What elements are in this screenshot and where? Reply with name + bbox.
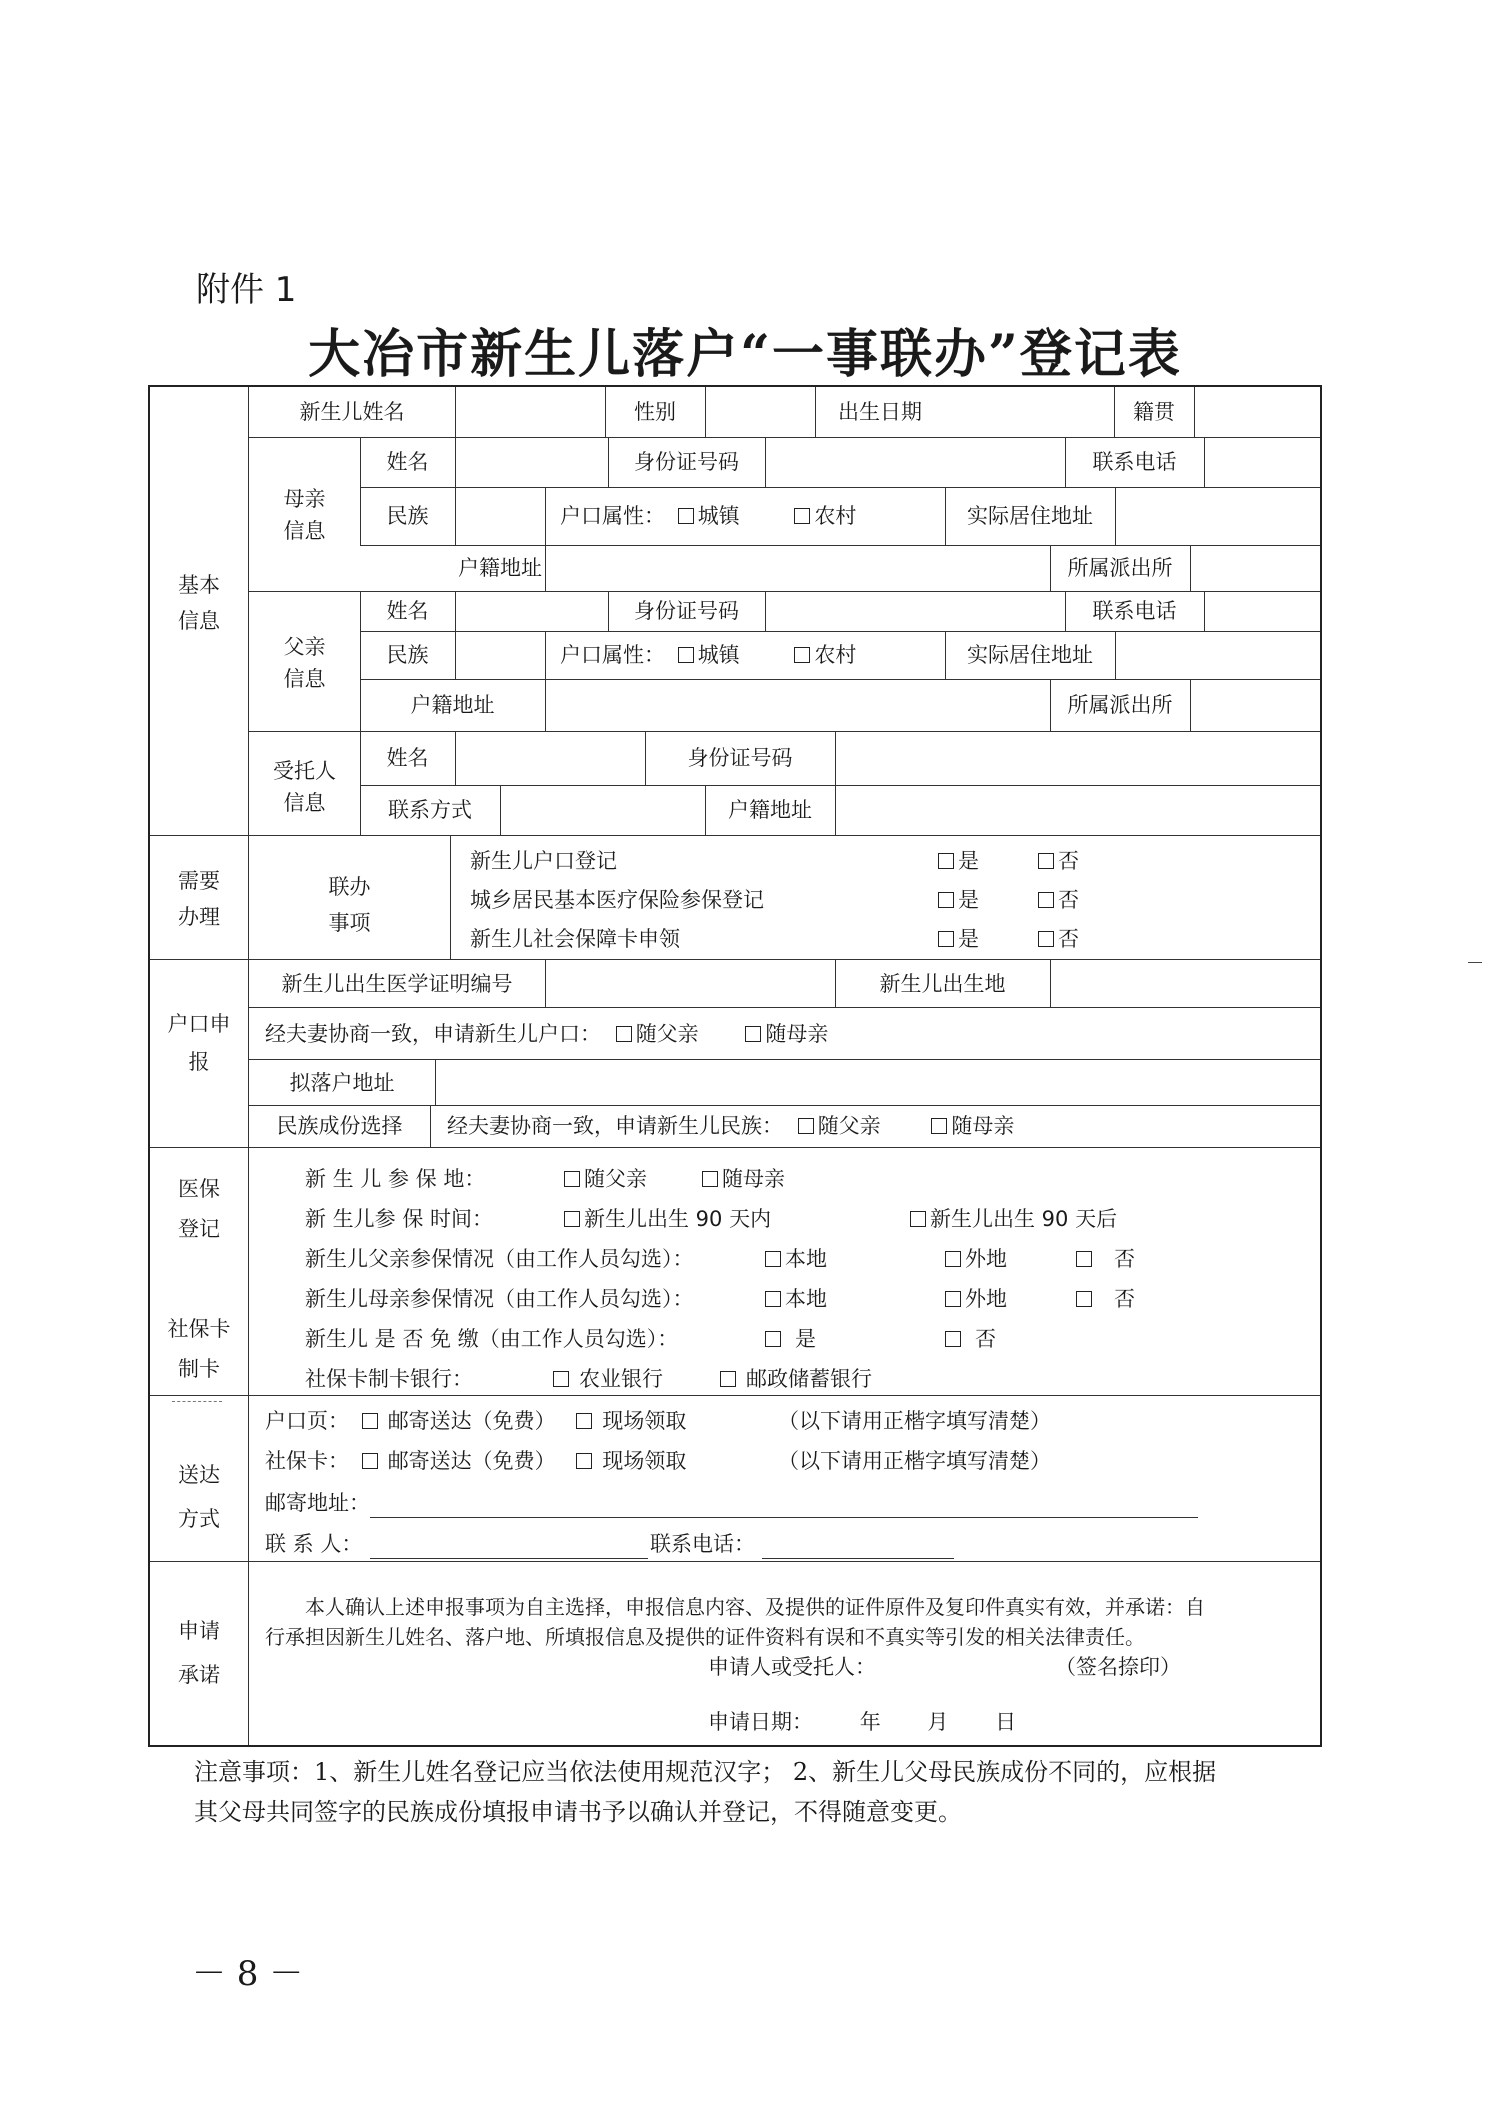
notes-line-1: 注意事项：1、新生儿姓名登记应当依法使用规范汉字； 2、新生儿父母民族成份不同的，应根据 — [194, 1758, 1217, 1786]
mother-rural-label: 农村 — [814, 504, 857, 528]
agent-name-label: 姓名 — [386, 746, 429, 770]
sscard-mail-checkbox[interactable] — [362, 1453, 378, 1469]
delivery-hukou-page — [265, 1411, 686, 1432]
father-residence-label: 实际居住地址 — [967, 643, 1093, 667]
mother-hukou-attr — [560, 506, 856, 527]
mother-urban-checkbox[interactable] — [678, 508, 694, 524]
mother-urban-label: 城镇 — [697, 504, 740, 528]
newborn-name-label: 新生儿姓名 — [299, 400, 405, 424]
father-ethnic-label: 民族 — [386, 643, 429, 667]
mail-label: 邮寄送达（免费） — [387, 1409, 556, 1433]
bank-label: 社保卡制卡银行： — [305, 1367, 473, 1391]
mother-local-checkbox[interactable] — [765, 1291, 781, 1307]
father-none — [1076, 1249, 1135, 1270]
section-sscard: 社保卡 制卡 — [167, 1317, 231, 1381]
form-title: 大冶市新生儿落户“一事联办”登记表 — [308, 324, 1182, 385]
joint-no-2-checkbox[interactable] — [1038, 892, 1054, 908]
joint-yes-2 — [938, 890, 979, 911]
onsite-label: 现场领取 — [602, 1409, 687, 1433]
within-90-label: 新生儿出生 90 天内 — [584, 1207, 772, 1231]
year-label: 年 — [859, 1710, 881, 1734]
joint-yes-1-checkbox[interactable] — [938, 853, 954, 869]
medical-follow-father — [564, 1169, 647, 1190]
joint-no-2 — [1038, 890, 1079, 911]
follow-father-label: 随父亲 — [817, 1114, 881, 1138]
onsite-label: 现场领取 — [602, 1449, 687, 1473]
medical-follow-mother-checkbox[interactable] — [702, 1171, 718, 1187]
father-nonlocal-checkbox[interactable] — [945, 1251, 961, 1267]
signer-label: 申请人或受托人： — [708, 1655, 876, 1679]
joint-item-medical: 城乡居民基本医疗保险参保登记 — [470, 888, 764, 912]
hukou-follow-choice — [265, 1024, 828, 1045]
father-id-label: 身份证号码 — [634, 599, 739, 623]
hukou-page-mail-checkbox[interactable] — [362, 1413, 378, 1429]
section-delivery: 送达 方式 — [178, 1463, 220, 1531]
father-rural-label: 农村 — [814, 643, 857, 667]
follow-father-label: 随父亲 — [635, 1022, 699, 1046]
yes-label: 是 — [795, 1327, 816, 1351]
father-hukou-attr — [560, 645, 856, 666]
joint-yes-2-checkbox[interactable] — [938, 892, 954, 908]
father-police-label: 所属派出所 — [1067, 693, 1173, 717]
psbc-label: 邮政储蓄银行 — [746, 1367, 872, 1391]
mother-info-label: 母亲 信息 — [283, 487, 326, 543]
pledge-line-1: 本人确认上述申报事项为自主选择，申报信息内容、及提供的证件原件及复印件真实有效，并承诺：自 — [305, 1595, 1205, 1619]
father-rural-checkbox[interactable] — [794, 647, 810, 663]
ethnic-follow-mother-checkbox[interactable] — [931, 1118, 947, 1134]
father-urban-label: 城镇 — [697, 643, 740, 667]
agent-info-label: 受托人 信息 — [273, 759, 336, 815]
abc-label: 农业银行 — [579, 1367, 663, 1391]
mother-nonlocal-checkbox[interactable] — [945, 1291, 961, 1307]
delivery-hint-2: （以下请用正楷字填写清楚） — [778, 1449, 1051, 1473]
bank-abc-checkbox[interactable] — [553, 1371, 569, 1387]
father-none-checkbox[interactable] — [1076, 1251, 1092, 1267]
mother-id-label: 身份证号码 — [634, 450, 739, 474]
delivery-phone-label: 联系电话： — [650, 1532, 755, 1556]
joint-no-1 — [1038, 851, 1079, 872]
apply-date-label: 申请日期： — [708, 1710, 813, 1734]
joint-no-3-checkbox[interactable] — [1038, 931, 1054, 947]
delivery-hint-1: （以下请用正楷字填写清楚） — [778, 1409, 1051, 1433]
bank-abc — [553, 1369, 663, 1390]
mother-residence-label: 实际居住地址 — [967, 504, 1093, 528]
notes-line-2: 其父母共同签字的民族成份填报申请书予以确认并登记，不得随意变更。 — [194, 1798, 962, 1826]
apply-date — [708, 1712, 1016, 1733]
bank-psbc — [720, 1369, 872, 1390]
joint-item-sscard: 新生儿社会保障卡申领 — [470, 927, 680, 951]
mother-name-label: 姓名 — [386, 450, 429, 474]
ethnic-agree-text: 经夫妻协商一致，申请新生儿民族： — [447, 1114, 783, 1138]
mother-hukou-attr-label: 户口属性： — [560, 504, 665, 528]
mother-police-label: 所属派出所 — [1067, 556, 1173, 580]
month-label: 月 — [927, 1710, 949, 1734]
attachment-label: 附件 1 — [196, 270, 297, 310]
ethnic-follow-choice — [447, 1116, 1014, 1137]
follow-mother-label: 随母亲 — [722, 1167, 785, 1191]
mother-none-checkbox[interactable] — [1076, 1291, 1092, 1307]
medical-within-90 — [564, 1209, 771, 1230]
nonlocal-label: 外地 — [965, 1287, 1007, 1311]
contact-line[interactable] — [370, 1558, 648, 1559]
joint-items-label: 联办 事项 — [328, 875, 371, 935]
joint-item-hukou: 新生儿户口登记 — [470, 849, 617, 873]
joint-no-1-checkbox[interactable] — [1038, 853, 1054, 869]
no-label: 否 — [975, 1327, 996, 1351]
phone-line[interactable] — [762, 1558, 954, 1559]
father-reg-addr-label: 户籍地址 — [410, 693, 495, 717]
joint-no-3 — [1038, 929, 1079, 950]
birthplace-label: 新生儿出生地 — [879, 972, 1006, 996]
mail-addr-label: 邮寄地址： — [265, 1491, 370, 1515]
medical-follow-mother — [702, 1169, 785, 1190]
father-name-label: 姓名 — [386, 599, 429, 623]
section-basic-info: 基本 信息 — [178, 573, 220, 633]
hukou-page-onsite-checkbox[interactable] — [576, 1413, 592, 1429]
medical-after-90 — [910, 1209, 1117, 1230]
father-local — [765, 1249, 827, 1270]
exempt-no — [945, 1329, 996, 1350]
mother-insured-label: 新生儿母亲参保情况（由工作人员勾选）： — [305, 1287, 694, 1311]
newborn-birthdate-label: 出生日期 — [838, 400, 922, 424]
planned-addr-label: 拟落户地址 — [289, 1071, 395, 1095]
follow-mother-label: 随母亲 — [951, 1114, 1015, 1138]
page-number: － 8 － — [192, 1954, 304, 1994]
joint-yes-3 — [938, 929, 979, 950]
exempt-no-checkbox[interactable] — [945, 1331, 961, 1347]
follow-father-label: 随父亲 — [584, 1167, 647, 1191]
sscard-onsite-checkbox[interactable] — [576, 1453, 592, 1469]
no-label: 否 — [1058, 888, 1079, 912]
delivery-sscard — [265, 1451, 686, 1472]
medical-follow-father-checkbox[interactable] — [564, 1171, 580, 1187]
exempt-label: 新生儿 是 否 免 缴（由工作人员勾选）： — [305, 1327, 679, 1351]
agent-id-label: 身份证号码 — [687, 746, 793, 770]
ethnic-choice-label: 民族成份选择 — [276, 1114, 403, 1138]
exempt-yes-checkbox[interactable] — [765, 1331, 781, 1347]
ethnic-follow-father-checkbox[interactable] — [798, 1118, 814, 1134]
birth-cert-no-label: 新生儿出生医学证明编号 — [281, 972, 513, 996]
hukou-follow-father-checkbox[interactable] — [616, 1026, 632, 1042]
day-label: 日 — [995, 1710, 1017, 1734]
mother-local — [765, 1289, 827, 1310]
within-90-checkbox[interactable] — [564, 1211, 580, 1227]
mother-rural-checkbox[interactable] — [794, 508, 810, 524]
medical-place-label: 新 生 儿 参 保 地： — [305, 1167, 486, 1191]
medical-time-label: 新 生儿参 保 时间： — [305, 1207, 494, 1231]
newborn-gender-label: 性别 — [634, 400, 676, 424]
yes-label: 是 — [958, 927, 979, 951]
section-hukou: 户口申 报 — [167, 1012, 231, 1074]
mail-addr-line[interactable] — [370, 1517, 1198, 1518]
hukou-page-label: 户口页： — [265, 1409, 349, 1433]
father-info-label: 父亲 信息 — [283, 635, 326, 691]
local-label: 本地 — [785, 1287, 827, 1311]
mother-ethnic-label: 民族 — [386, 504, 429, 528]
delivery-contact-label: 联 系 人： — [265, 1532, 363, 1556]
father-local-checkbox[interactable] — [765, 1251, 781, 1267]
nonlocal-label: 外地 — [965, 1247, 1007, 1271]
mother-reg-addr-label: 户籍地址 — [458, 556, 542, 580]
margin-mark — [1468, 962, 1482, 963]
father-urban-checkbox[interactable] — [678, 647, 694, 663]
mother-nonlocal — [945, 1289, 1007, 1310]
pledge-line-2: 行承担因新生儿姓名、落户地、所填报信息及提供的证件资料有误和不真实等引发的相关法律责任。 — [265, 1625, 1145, 1649]
hukou-agree-text: 经夫妻协商一致，申请新生儿户口： — [265, 1022, 601, 1046]
after-90-label: 新生儿出生 90 天后 — [930, 1207, 1118, 1231]
no-label: 否 — [1114, 1287, 1135, 1311]
yes-label: 是 — [958, 888, 979, 912]
mother-phone-label: 联系电话 — [1092, 450, 1177, 474]
no-label: 否 — [1058, 927, 1079, 951]
joint-yes-3-checkbox[interactable] — [938, 931, 954, 947]
follow-mother-label: 随母亲 — [765, 1022, 829, 1046]
father-insured-label: 新生儿父亲参保情况（由工作人员勾选）： — [305, 1247, 694, 1271]
agent-contact-label: 联系方式 — [388, 798, 472, 822]
local-label: 本地 — [785, 1247, 827, 1271]
mail-label: 邮寄送达（免费） — [387, 1449, 556, 1473]
yes-label: 是 — [958, 849, 979, 873]
joint-yes-1 — [938, 851, 979, 872]
father-phone-label: 联系电话 — [1092, 599, 1177, 623]
father-hukou-attr-label: 户口属性： — [560, 643, 665, 667]
sscard-label: 社保卡： — [265, 1449, 349, 1473]
notes — [194, 1752, 1304, 1832]
bank-psbc-checkbox[interactable] — [720, 1371, 736, 1387]
newborn-origin-label: 籍贯 — [1133, 400, 1175, 424]
after-90-checkbox[interactable] — [910, 1211, 926, 1227]
exempt-yes — [765, 1329, 816, 1350]
father-nonlocal — [945, 1249, 1007, 1270]
section-medical: 医保 登记 — [178, 1177, 220, 1241]
section-pledge: 申请 承诺 — [178, 1619, 220, 1687]
section-need-handle: 需要 办理 — [178, 869, 220, 929]
hukou-follow-mother-checkbox[interactable] — [745, 1026, 761, 1042]
sign-hint: （签名捺印） — [1055, 1655, 1181, 1679]
registration-form — [148, 385, 1322, 1747]
no-label: 否 — [1114, 1247, 1135, 1271]
agent-reg-addr-label: 户籍地址 — [728, 798, 812, 822]
mother-none — [1076, 1289, 1135, 1310]
no-label: 否 — [1058, 849, 1079, 873]
